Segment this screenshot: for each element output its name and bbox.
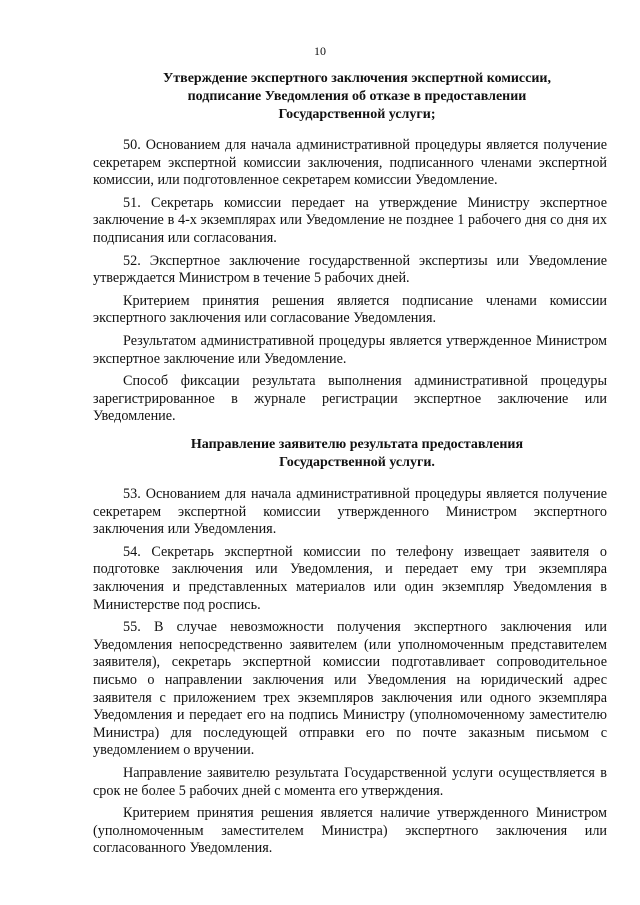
page-number: 10 bbox=[314, 44, 326, 58]
section-heading-delivery bbox=[100, 436, 614, 472]
section-body-approval bbox=[93, 137, 607, 431]
paragraph-52: 52. Экспертное заключение государственной экспертизы или Уведомление утверждается Министром в течение 5 рабочих дней. bbox=[93, 252, 607, 287]
paragraph-result: Результатом административной процедуры является утвержденное Министром экспертное заключение или Уведомление. bbox=[93, 332, 607, 367]
paragraph-delivery-criterion: Критерием принятия решения является наличие утвержденного Министром (уполномоченным заместителем Министра) экспертного заключения или согласованного Уведомления. bbox=[93, 805, 607, 857]
paragraph-54: 54. Секретарь экспертной комиссии по телефону извещает заявителя о подготовке заключения или Уведомления, и передает ему три экземпляра заключения и представленных материалов или один экземпляр Уведомления в Министерстве под роспись. bbox=[93, 543, 607, 613]
section-body-delivery bbox=[93, 486, 607, 863]
heading-line: подписание Уведомления об отказе в предоставлении bbox=[187, 89, 527, 104]
paragraph-50: 50. Основанием для начала административной процедуры является получение секретарем экспертной комиссии заключения, подписанного членами экспертной комиссии, или подготовленное секретарем комиссии Уведомление. bbox=[93, 137, 607, 189]
paragraph-delivery-term: Направление заявителю результата Государственной услуги осуществляется в срок не более 5 рабочих дней с момента его утверждения. bbox=[93, 764, 607, 799]
paragraph-51: 51. Секретарь комиссии передает на утверждение Министру экспертное заключение в 4-х экземплярах или Уведомление не позднее 1 рабочего дня со дня их подписания или согласования. bbox=[93, 194, 607, 246]
heading-line: Государственной услуги. bbox=[279, 455, 435, 470]
paragraph-53: 53. Основанием для начала административной процедуры является получение секретарем экспертной комиссии утвержденного Министром экспертного заключения или Уведомления. bbox=[93, 486, 607, 538]
paragraph-recording-method: Способ фиксации результата выполнения административной процедуры зарегистрированное в журнале регистрации экспертное заключение или Уведомление. bbox=[93, 373, 607, 425]
heading-line: Государственной услуги; bbox=[278, 107, 436, 122]
paragraph-decision-criterion: Критерием принятия решения является подписание членами комиссии экспертного заключения или согласование Уведомления. bbox=[93, 292, 607, 327]
heading-line: Направление заявителю результата предоставления bbox=[190, 437, 524, 452]
section-heading-approval bbox=[100, 70, 614, 124]
paragraph-55: 55. В случае невозможности получения экспертного заключения или Уведомления непосредственно заявителем (или уполномоченным представителем заявителя), секретарь экспертной комиссии подготавливает сопроводительное письмо о направлении заключения или Уведомления на юридический адрес заявителя с приложением трех экземпляров заключения или одного экземпляра Уведомления и передает его на подпись Министру (уполномоченному заместителю Министра) для последующей отправки его по почте заказным письмом с уведомлением о вручении. bbox=[93, 619, 607, 759]
heading-line: Утверждение экспертного заключения экспертной комиссии, bbox=[162, 71, 551, 86]
